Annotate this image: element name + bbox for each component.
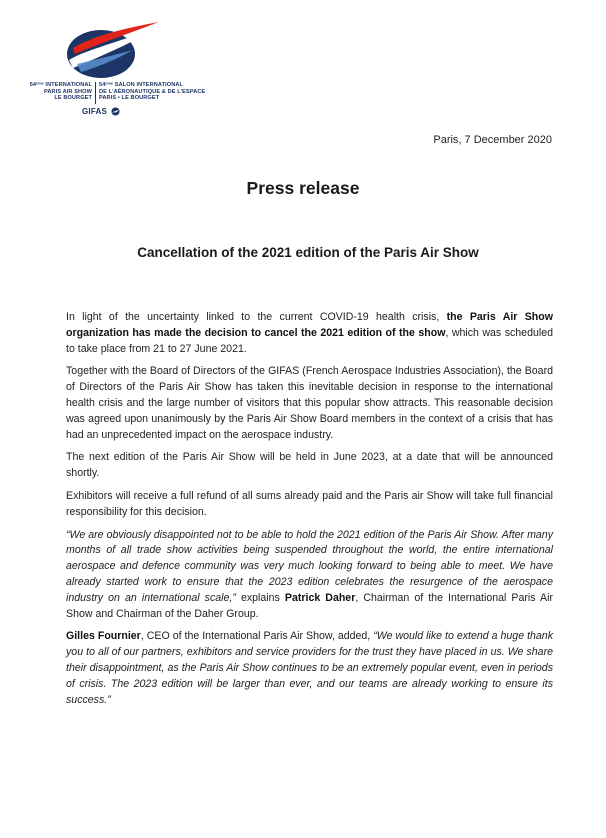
paragraph-announcement (66, 310, 553, 357)
paragraph-daher-quote (66, 528, 553, 623)
paris-air-show-logo (28, 14, 238, 124)
logo-french-text (99, 82, 219, 102)
quote-text: “We would like to extend a huge thank you to all of our partners, exhibitors and service providers for the trust they have placed in us. We share their disappointment, as the Paris Air Show continues to be an extremely popular event, even in periods of crisis. The 2023 edition will be larger than ever, and our teams are already working to ensure its success.” (66, 630, 553, 706)
gifas-text: GIFAS (82, 107, 108, 116)
page-subtitle: Cancellation of the 2021 edition of the Paris Air Show (137, 245, 479, 260)
page-title: Press release (246, 178, 360, 198)
paris-air-show-emblem-icon (63, 20, 163, 82)
paragraph-board-decision: Together with the Board of Directors of the GIFAS (French Aerospace Industries Association), the Board of Directors of the Paris Air Show has taken this inevitable decision in response to the international health crisis and the large number of visitors that this popular show attracts. This reasonable decision was agreed upon unanimously by the Paris Air Show Board members in the context of a crisis that has had an unprecedented impact on the aerospace industry. (66, 365, 553, 441)
dateline: Paris, 7 December 2020 (433, 134, 552, 146)
quote-text: “We are obviously disappointed not to be able to hold the 2021 edition of the Paris Air Show. After many months of all trade show activities being suspended throughout the world, the entire international aerospace and defence community was very much looking forward to being able to meet. We have already started work to ensure that the 2023 edition celebrates the resurgence of the aerospace industry on an international scale,” (66, 528, 553, 604)
gifas-logo (82, 107, 120, 116)
logo-left-line: LE BOURGET (54, 95, 92, 102)
paragraph-refund: Exhibitors will receive a full refund of all sums already paid and the Paris air Show will take full financial responsibility for this decision. (66, 489, 553, 518)
gifas-emblem-icon (111, 107, 120, 116)
paragraph-text: , CEO of the International Paris Air Show, added, (140, 630, 374, 643)
logo-left-line: PARIS AIR SHOW (43, 88, 92, 95)
logo-right-line: PARIS • LE BOURGET (99, 95, 160, 102)
paragraph-next-edition: The next edition of the Paris Air Show will be held in June 2023, at a date that will be announced shortly. (66, 451, 553, 480)
logo-left-line: 54ᵉᵐᵉ INTERNATIONAL (29, 82, 92, 88)
logo-english-text (28, 82, 92, 102)
speaker-name: Gilles Fournier (66, 630, 141, 643)
logo-right-line: DE L'AÉRONAUTIQUE & DE L'ESPACE (99, 88, 206, 95)
paragraph-fournier-quote (66, 629, 553, 708)
paragraph-text: explains (235, 591, 285, 604)
paragraph-text: , Chairman of the International Paris Air Show and Chairman of the Daher Group. (66, 591, 553, 620)
paragraph-emphasis: the Paris Air Show organization has made the decision to cancel the 2021 edition of the show (66, 311, 553, 339)
paragraph-text: In light of the uncertainty linked to the current COVID-19 health crisis, (66, 311, 447, 323)
logo-right-line: 54ᵉᵐᵉ SALON INTERNATIONAL (99, 82, 184, 88)
speaker-name: Patrick Daher (284, 591, 356, 604)
paragraph-text: , which was scheduled to take place from 21 to 27 June 2021. (66, 326, 553, 355)
logo-divider (95, 82, 96, 104)
press-release-body (66, 310, 553, 715)
